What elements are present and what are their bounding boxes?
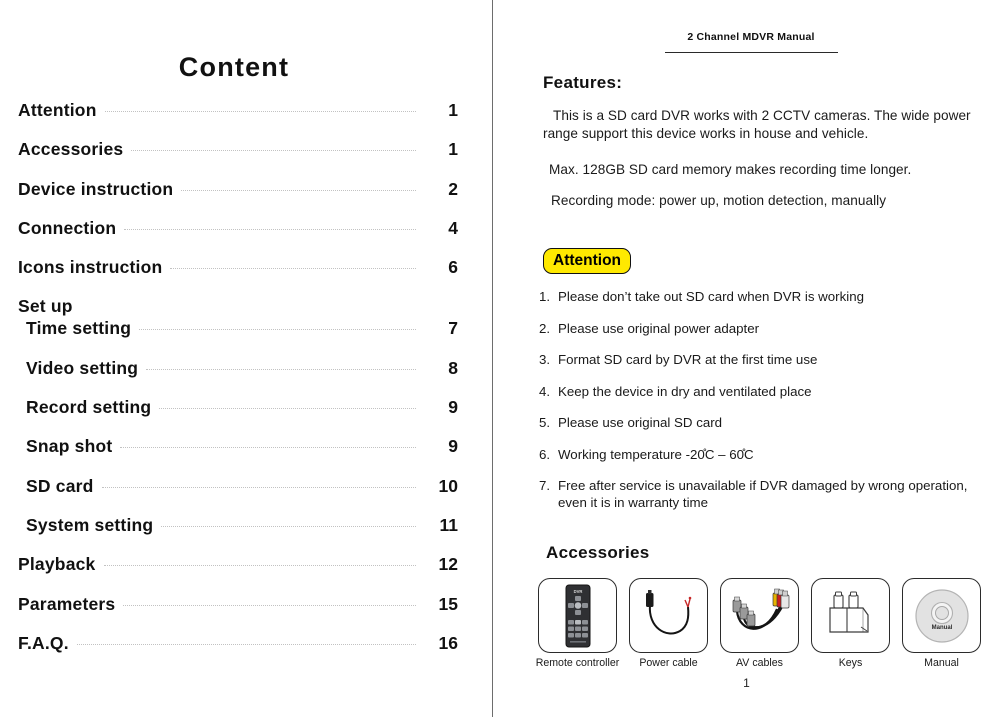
accessory-item (717, 578, 802, 669)
toc-leader-dots (123, 605, 416, 606)
contents-page (0, 0, 492, 717)
accessory-image-frame (538, 578, 617, 653)
page-title: Content (178, 52, 290, 82)
toc-leader-dots (181, 190, 416, 191)
toc-leader-dots (161, 526, 416, 527)
accessory-caption: Manual (924, 657, 959, 669)
toc-entry-label: Attention (18, 100, 97, 120)
accessory-caption: Power cable (639, 657, 698, 669)
toc-entry-label: Set up (18, 296, 73, 317)
toc-entry-page-number: 9 (448, 397, 458, 418)
features-paragraph: This is a SD card DVR works with 2 CCTV cameras. The wide power range support this device works in house and vehicle. (543, 108, 971, 141)
attention-item-text: Please use original power adapter (558, 320, 760, 336)
attention-item-number: 2. (539, 320, 551, 336)
attention-item-text: Working temperature -20̊C – 60̊C (558, 446, 754, 462)
accessory-image-frame (629, 578, 708, 653)
toc-entry-page-number: 7 (448, 318, 458, 339)
attention-list-item (539, 477, 979, 511)
features-heading: Features: (543, 73, 623, 92)
toc-entry[interactable] (0, 554, 470, 593)
keys-icon (821, 587, 881, 645)
accessory-caption: Remote controller (535, 657, 620, 669)
toc-entry-label: Icons instruction (18, 257, 163, 278)
attention-list (539, 288, 979, 526)
toc-leader-dots (102, 487, 416, 488)
table-of-contents (0, 100, 470, 672)
accessory-image-frame (902, 578, 981, 653)
toc-entry-label: Playback (18, 554, 96, 575)
accessories-strip (535, 578, 990, 669)
toc-entry-label: Parameters (18, 593, 116, 614)
attention-list-item (539, 446, 979, 463)
toc-entry-page-number: 1 (448, 100, 458, 120)
toc-entry-page-number: 12 (438, 554, 458, 575)
power-cable-icon (636, 585, 702, 647)
accessory-item (808, 578, 893, 669)
toc-leader-dots (146, 369, 416, 370)
header-rule (665, 52, 838, 53)
toc-entry-label: Video setting (26, 357, 139, 378)
attention-badge: Attention (543, 248, 631, 274)
attention-item-text: Please don’t take out SD card when DVR is working (558, 289, 864, 304)
features-paragraph: Recording mode: power up, motion detection, manually (551, 193, 887, 208)
toc-entry-page-number: 6 (448, 257, 458, 278)
toc-leader-dots (120, 447, 416, 448)
toc-leader-dots (139, 329, 416, 330)
toc-entry-label: Accessories (18, 139, 124, 160)
toc-entry[interactable] (0, 179, 470, 218)
toc-entry-label: Connection (18, 217, 117, 238)
toc-leader-dots (105, 111, 416, 112)
attention-item-text: Please use original SD card (558, 415, 723, 430)
page-number-footer: 1 (743, 676, 750, 690)
toc-entry-page-number: 15 (438, 593, 458, 614)
accessories-heading: Accessories (546, 543, 650, 562)
toc-entry[interactable] (0, 139, 470, 178)
toc-entry-label: Time setting (26, 318, 132, 339)
toc-entry[interactable] (0, 257, 470, 296)
attention-item-number: 1. (539, 289, 551, 304)
toc-entry-label: Snap shot (26, 436, 113, 457)
accessory-item (899, 578, 984, 669)
toc-entry[interactable] (0, 476, 470, 515)
accessory-image-frame (720, 578, 799, 653)
attention-item-number: 5. (539, 415, 551, 430)
toc-entry-page-number: 11 (439, 514, 458, 535)
toc-entry-page-number: 8 (448, 357, 458, 378)
toc-entry[interactable] (0, 515, 470, 554)
accessory-item (535, 578, 620, 669)
attention-list-item (539, 288, 979, 305)
toc-entry-label: Device instruction (18, 178, 174, 199)
toc-entry-label: Record setting (26, 397, 152, 418)
manual-page (493, 0, 1000, 717)
toc-entry[interactable] (0, 100, 470, 139)
attention-list-item (539, 351, 979, 368)
attention-item-number: 3. (539, 352, 551, 367)
toc-leader-dots (159, 408, 416, 409)
attention-item-number: 4. (539, 383, 551, 399)
features-paragraph: Max. 128GB SD card memory makes recording time longer. (549, 162, 912, 177)
document-header-title: 2 Channel MDVR Manual (687, 31, 815, 43)
toc-entry-page-number: 4 (448, 217, 458, 238)
accessory-caption: Keys (838, 657, 863, 669)
toc-entry[interactable] (0, 594, 470, 633)
toc-entry[interactable] (0, 633, 470, 672)
toc-leader-dots (104, 565, 417, 566)
toc-leader-dots (131, 150, 416, 151)
toc-leader-dots (77, 644, 416, 645)
toc-entry-label: F.A.Q. (18, 632, 69, 653)
manual-disc-icon (911, 585, 973, 647)
accessory-caption: AV cables (736, 657, 783, 669)
toc-entry[interactable] (0, 218, 470, 257)
attention-list-item (539, 383, 979, 400)
attention-item-text: Format SD card by DVR at the first time use (558, 352, 818, 367)
toc-entry-page-number: 1 (448, 139, 458, 160)
toc-entry-page-number: 10 (438, 475, 458, 496)
toc-entry-label: SD card (26, 475, 94, 496)
attention-item-number: 6. (539, 446, 551, 462)
attention-list-item (539, 414, 979, 431)
toc-leader-dots (170, 268, 416, 269)
attention-item-number: 7. (539, 478, 551, 493)
toc-entry[interactable] (0, 358, 470, 397)
toc-leader-dots (124, 229, 416, 230)
svg-text:DVR: DVR (573, 588, 582, 594)
toc-entry[interactable] (0, 296, 470, 318)
toc-entry-label: System setting (26, 514, 154, 535)
toc-entry-page-number: 16 (438, 632, 458, 653)
attention-item-text: Free after service is unavailable if DVR damaged by wrong operation, even it is in warranty time (558, 478, 968, 510)
attention-list-item (539, 320, 979, 337)
toc-entry-page-number: 2 (448, 178, 458, 199)
svg-text:Manual: Manual (931, 624, 952, 631)
toc-entry[interactable] (0, 397, 470, 436)
accessory-item (626, 578, 711, 669)
toc-entry-page-number: 9 (448, 436, 458, 457)
toc-entry[interactable] (0, 318, 470, 357)
attention-item-text: Keep the device in dry and ventilated place (558, 383, 812, 399)
accessory-image-frame (811, 578, 890, 653)
av-cables-icon (725, 585, 795, 647)
remote-controller-icon (547, 583, 609, 649)
toc-entry[interactable] (0, 436, 470, 475)
